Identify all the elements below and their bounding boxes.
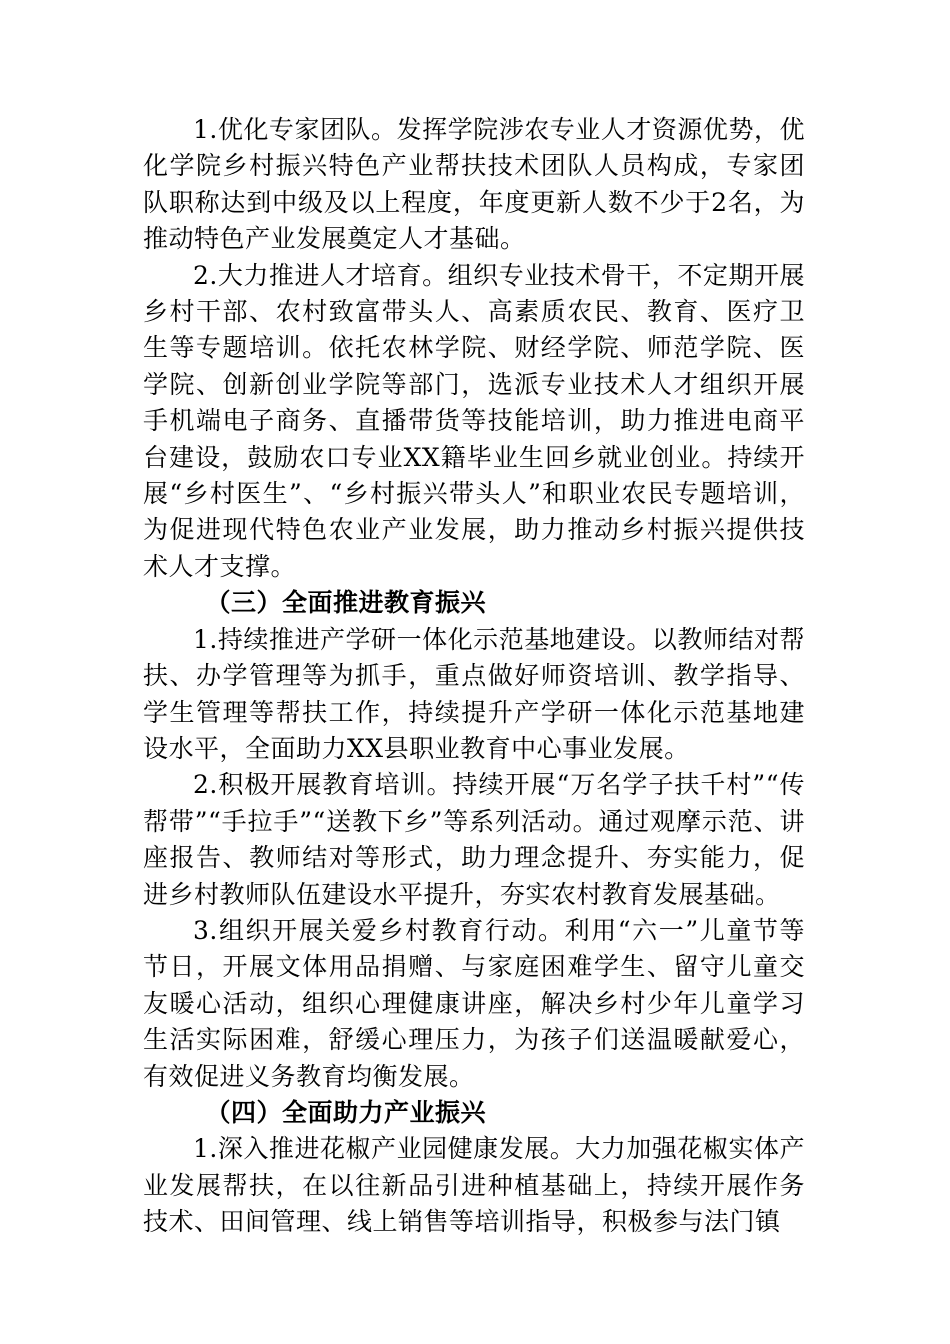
document-page xyxy=(143,112,805,1241)
paragraph-expert-team: 1.优化专家团队。发挥学院涉农专业人才资源优势，优化学院乡村振兴特色产业帮扶技术团队人员构成，专家团队职称达到中级及以上程度，年度更新人数不少于2名，为推动特色产业发展奠定人才基础。 xyxy=(143,115,805,254)
paragraph-talent-training: 2.大力推进人才培育。组织专业技术骨干，不定期开展乡村干部、农村致富带头人、高素质农民、教育、医疗卫生等专题培训。依托农林学院、财经学院、师范学院、医学院、创新创业学院等部门，选派专业技术人才组织开展手机端电子商务、直播带货等技能培训，助力推进电商平台建设，鼓励农口专业XX籍毕业生回乡就业创业。持续开展“乡村医生”、“乡村振兴带头人”和职业农民专题培训，为促进现代特色农业产业发展，助力推动乡村振兴提供技术人才支撑。 xyxy=(143,260,805,581)
paragraph-education-training: 2.积极开展教育培训。持续开展“万名学子扶千村”“传帮带”“手拉手”“送教下乡”等系列活动。通过观摩示范、讲座报告、教师结对等形式，助力理念提升、夯实能力，促进乡村教师队伍建设水平提升，夯实农村教育发展基础。 xyxy=(143,770,805,909)
paragraph-care-action: 3.组织开展关爱乡村教育行动。利用“六一”儿童节等节日，开展文体用品捐赠、与家庭困难学生、留守儿童交友暖心活动，组织心理健康讲座，解决乡村少年儿童学习生活实际困难，舒缓心理压力，为孩子们送温暖献爱心，有效促进义务教育均衡发展。 xyxy=(143,915,805,1091)
paragraph-pepper-industry: 1.深入推进花椒产业园健康发展。大力加强花椒实体产业发展帮扶，在以往新品引进种植基础上，持续开展作务技术、田间管理、线上销售等培训指导，积极参与法门镇 xyxy=(143,1134,805,1237)
section-heading-education: （三）全面推进教育振兴 xyxy=(205,588,487,618)
paragraph-demo-base: 1.持续推进产学研一体化示范基地建设。以教师结对帮扶、办学管理等为抓手，重点做好师资培训、教学指导、学生管理等帮扶工作，持续提升产学研一体化示范基地建设水平，全面助力XX县职业教育中心事业发展。 xyxy=(143,624,805,763)
section-heading-industry: （四）全面助力产业振兴 xyxy=(205,1097,487,1127)
